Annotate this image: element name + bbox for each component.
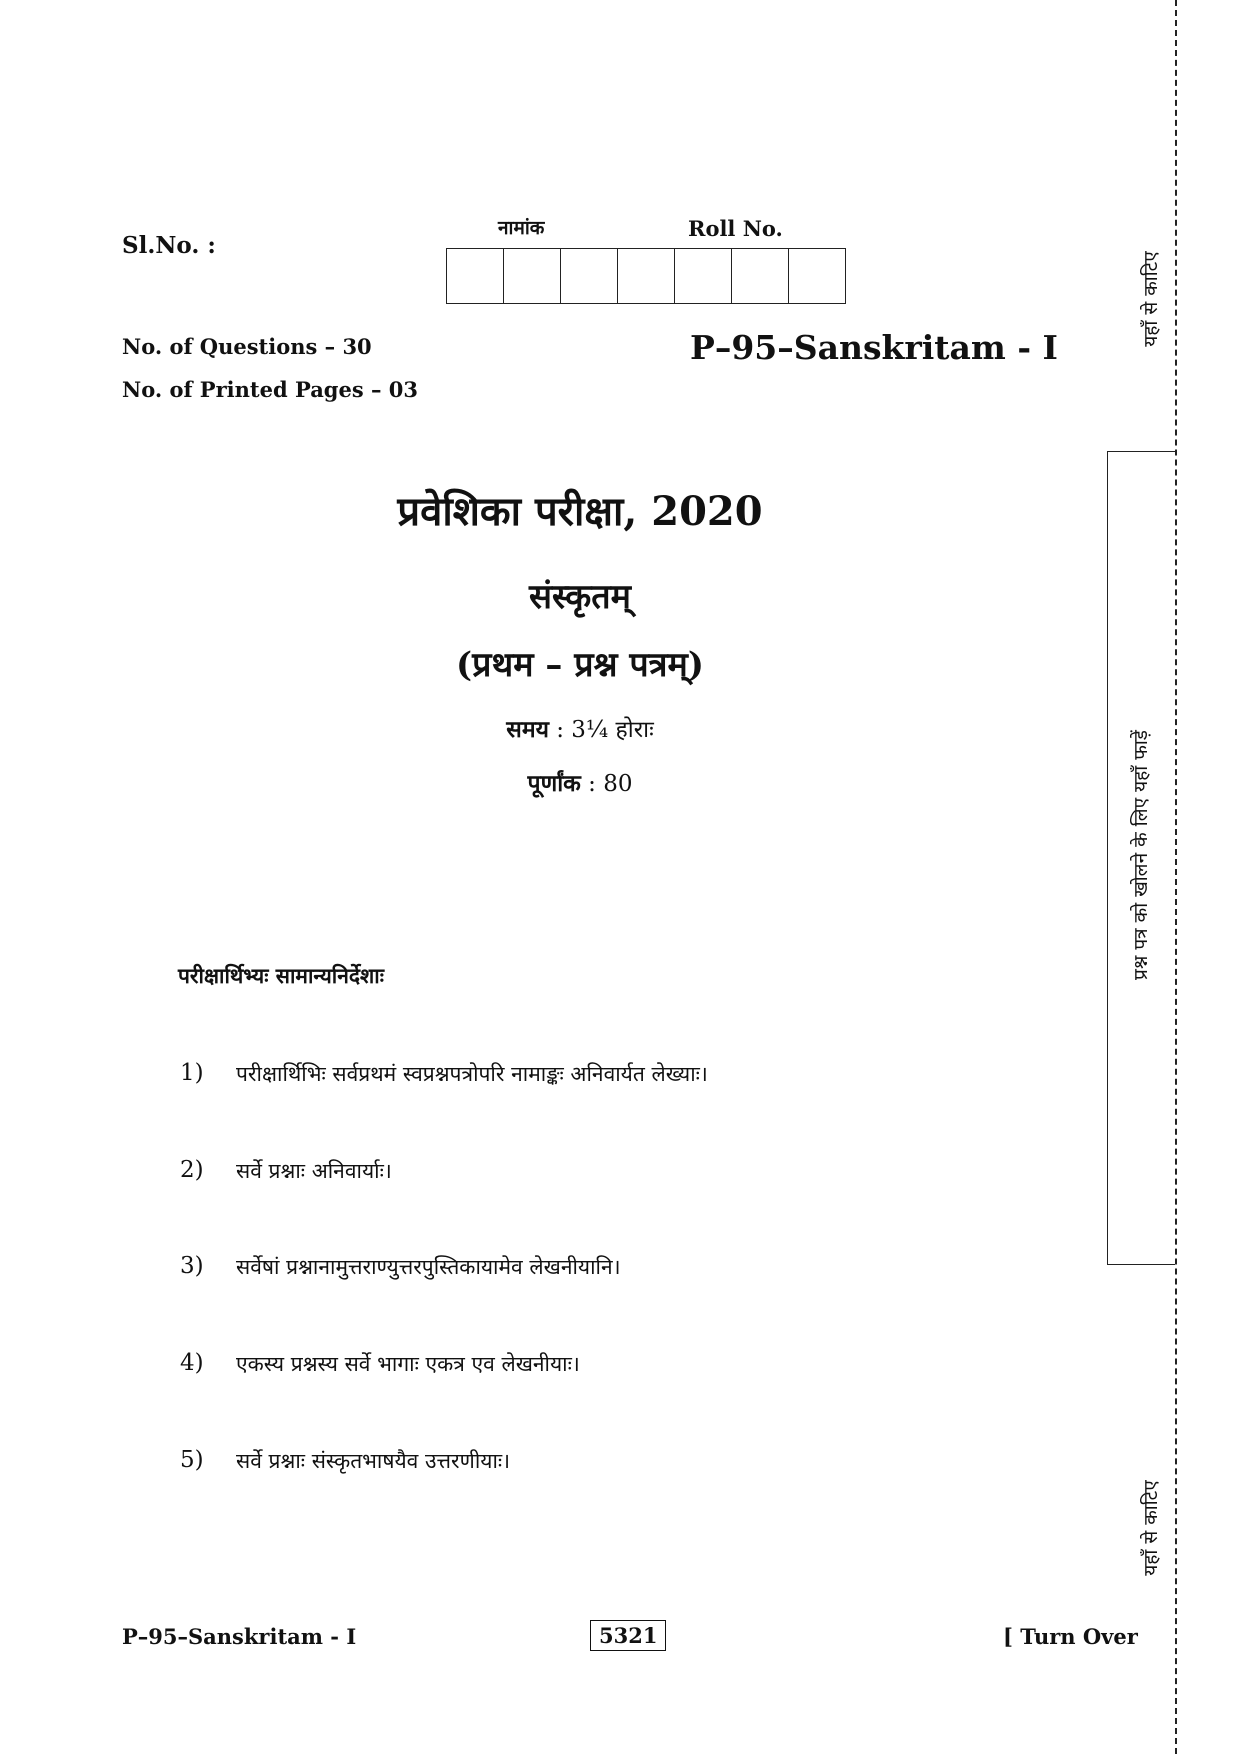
instruction-number: 1) bbox=[180, 1060, 204, 1086]
footer-paper-code: P–95–Sanskritam - I bbox=[122, 1624, 357, 1649]
instruction-item bbox=[180, 1350, 580, 1378]
tear-here-label: प्रश्न पत्र को खोलने के लिए यहाँ फाड़ें bbox=[1130, 730, 1152, 980]
instruction-item bbox=[180, 1060, 708, 1088]
number-of-printed-pages: No. of Printed Pages – 03 bbox=[122, 377, 419, 402]
roll-number-label-hindi: नामांक bbox=[498, 217, 545, 239]
roll-digit-box bbox=[789, 248, 846, 304]
instruction-text: सर्वे प्रश्नाः अनिवार्याः। bbox=[236, 1159, 392, 1183]
marks-label: पूर्णांक bbox=[527, 770, 581, 797]
instruction-item bbox=[180, 1157, 392, 1185]
instruction-text: सर्वे प्रश्नाः संस्कृतभाषयैव उत्तरणीयाः। bbox=[236, 1449, 511, 1473]
instruction-text: परीक्षार्थिभिः सर्वप्रथमं स्वप्रश्नपत्रोपरि नामाङ्कः अनिवार्यत लेख्याः। bbox=[236, 1062, 708, 1086]
time-label: समय bbox=[506, 716, 549, 743]
roll-digit-box bbox=[504, 248, 561, 304]
roll-digit-box bbox=[447, 248, 504, 304]
roll-digit-box bbox=[675, 248, 732, 304]
roll-number-boxes bbox=[446, 248, 846, 304]
time-value: : 3¼ होराः bbox=[556, 717, 654, 743]
marks-value: : 80 bbox=[588, 771, 633, 797]
cut-here-label-top: यहाँ से काटिए bbox=[1140, 251, 1162, 347]
roll-digit-box bbox=[732, 248, 789, 304]
subject-title: संस्कृतम् bbox=[528, 577, 632, 617]
roll-digit-box bbox=[618, 248, 675, 304]
instruction-text: एकस्य प्रश्नस्य सर्वे भागाः एकत्र एव लेखनीयाः। bbox=[236, 1352, 580, 1376]
cut-here-label-bottom: यहाँ से काटिए bbox=[1140, 1480, 1162, 1576]
instruction-number: 5) bbox=[180, 1447, 204, 1473]
serial-number-label: Sl.No. : bbox=[122, 232, 216, 259]
exam-title: प्रवेशिका परीक्षा, 2020 bbox=[397, 488, 763, 535]
instruction-item bbox=[180, 1253, 621, 1281]
marks-line bbox=[0, 766, 1160, 798]
instruction-number: 3) bbox=[180, 1253, 204, 1279]
instruction-item bbox=[180, 1447, 510, 1475]
time-line bbox=[0, 712, 1160, 744]
turn-over-label: [ Turn Over bbox=[1003, 1624, 1138, 1649]
instructions-heading: परीक्षार्थिभ्यः सामान्यनिर्देशाः bbox=[178, 963, 384, 988]
footer-page-code: 5321 bbox=[590, 1620, 666, 1651]
paper-part-title: (प्रथम – प्रश्न पत्रम्) bbox=[456, 645, 704, 685]
roll-number-label: Roll No. bbox=[688, 216, 783, 241]
paper-code: P–95–Sanskritam - I bbox=[690, 328, 1058, 367]
number-of-questions: No. of Questions – 30 bbox=[122, 334, 372, 359]
instruction-number: 2) bbox=[180, 1157, 204, 1183]
instruction-number: 4) bbox=[180, 1350, 204, 1376]
instruction-text: सर्वेषां प्रश्नानामुत्तराण्युत्तरपुस्तिकायामेव लेखनीयानि। bbox=[236, 1255, 621, 1279]
cut-line-divider bbox=[1175, 0, 1177, 1754]
roll-digit-box bbox=[561, 248, 618, 304]
